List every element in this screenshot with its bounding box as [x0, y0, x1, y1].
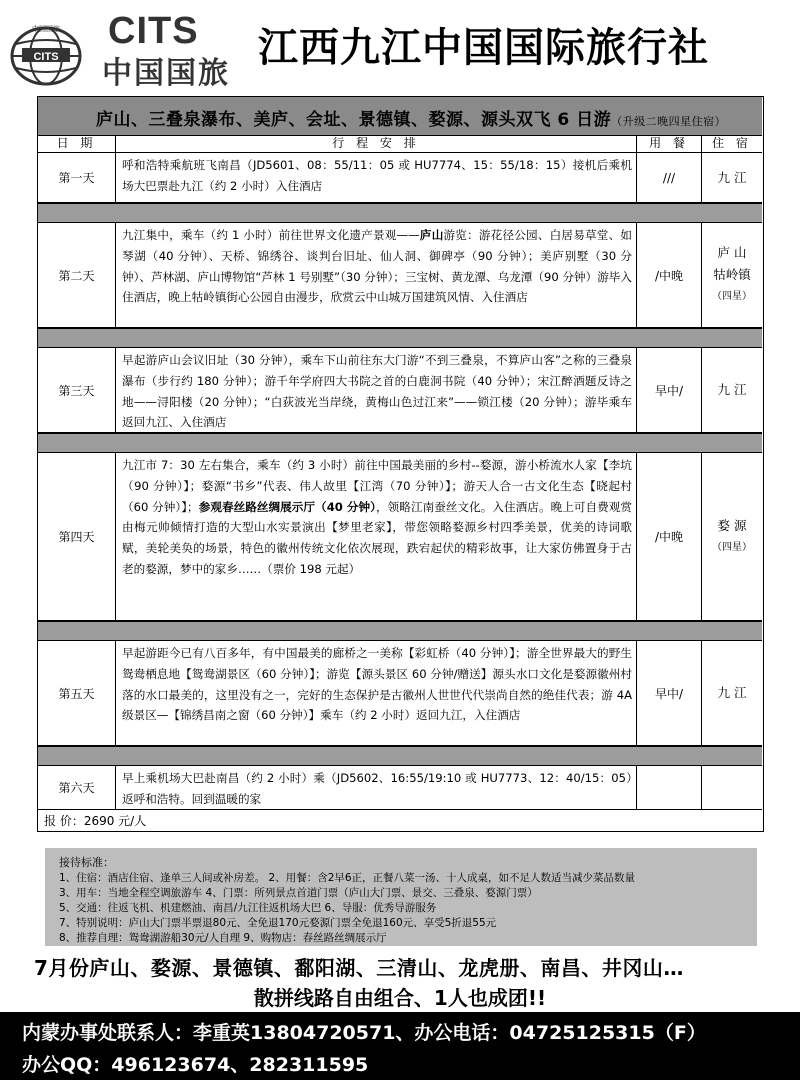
contact-person: 内蒙办事处联系人：李重英13804720571、办公电话：04725125315（F）: [22, 1022, 706, 1044]
day-plan: 呼和浩特乘航班飞南昌（JD5601、08：55/11：05 或 HU7774、15：55/18：15）接机后乘机场大巴票赴九江（约 2 小时）入住酒店: [116, 153, 637, 202]
row-separator: [38, 328, 762, 348]
day-meal: [637, 766, 702, 809]
standards-line: 8、推荐自理：鸳鸯湖游船30元/人自理 9、购物店：春丝路丝绸展示厅: [59, 932, 387, 944]
table-row: [38, 348, 762, 433]
col-header-meal: 用 餐: [637, 135, 702, 152]
day-meal: 早中/: [637, 641, 702, 745]
stay-star: （四星）: [712, 541, 752, 553]
stay-city: 九 江: [717, 685, 747, 700]
day-label: 第四天: [38, 453, 116, 620]
row-separator: [38, 746, 762, 766]
day-plan: 早起游距今已有八百多年，有中国最美的廊桥之一美称【彩虹桥（40 分钟）】；游全世界最大的野生鸳鸯栖息地【鸳鸯湖景区（60 分钟）】；游览【源头景区 60 分钟/赠送】源头水口文化是婺源徽州村落的水口最美的，这里没有之一，完好的生态保护是古徽州人世世代代崇尚自然的绝佳代表；游 4A 级景区—【锦绣昌南之窗（60 分钟）】乘车（约 2 小时）返回九江，入住酒店: [116, 641, 637, 745]
day-plan: 早起游庐山会议旧址（30 分钟），乘车下山前往东大门游“不到三叠泉，不算庐山客”之称的三叠泉瀑布（步行约 180 分钟）；游千年学府四大书院之首的白鹿洞书院（40 分钟）；宋江醉酒题反诗之地——浔阳楼（20 分钟）；“白荻波光当岸绕，黄梅山色过江来”——锁江楼（20 分钟）；游毕乘车返回九江、入住酒店: [116, 348, 637, 432]
promo-slogan: 散拼线路自由组合、1人也成团!!: [253, 986, 547, 1010]
day-stay: [702, 453, 762, 620]
highlight-lushan: 庐山: [419, 228, 444, 242]
stay-city: 九 江: [717, 382, 747, 397]
promo-destinations: 7月份庐山、婺源、景德镇、鄱阳湖、三清山、龙虎册、南昌、井冈山…: [34, 956, 684, 980]
itinerary-title-bar: [38, 97, 762, 136]
table-row: [38, 641, 762, 746]
table-row: [38, 223, 762, 328]
itinerary-title: 庐山、三叠泉瀑布、美庐、会址、景德镇、婺源、源头双飞 6 日游（升级二晚四星住宿）: [96, 110, 727, 130]
itinerary-table: [37, 96, 764, 832]
stay-city: 九 江: [717, 169, 747, 185]
stay-city: 婺 源: [717, 517, 747, 533]
day-label: 第三天: [38, 348, 116, 432]
cits-logo: [4, 6, 239, 91]
contact-bar: [0, 1012, 800, 1080]
header: [0, 0, 800, 90]
contact-qq: 办公QQ：496123674、282311595: [22, 1054, 369, 1076]
agency-name: 江西九江中国国际旅行社: [258, 25, 709, 71]
stay-town: 牯岭镇: [713, 267, 751, 282]
standards-line: 7、特别说明：庐山大门票半票退80元、全免退170元婺源门票全免退160元、享受5折退55元: [59, 917, 497, 929]
highlight-silk-hall: 参观春丝路丝绸展示厅（40 分钟）: [198, 499, 377, 514]
stay-city: 庐 山: [717, 245, 747, 260]
day-plan: 九江集中，乘车（约 1 小时）前往世界文化遗产景观——庐山游览：游花径公园、白居易草堂、如琴湖（40 分钟）、天桥、锦绣谷、谈判台旧址、仙人洞、御碑亭（90 分钟）；美庐别墅（30 分钟）、芦林湖、庐山博物馆“芦林 1 号别墅”（30 分钟）；三宝树、黄龙潭、乌龙潭（90 分钟）游毕入住酒店，晚上牯岭镇街心公园自由漫步，欣赏云中山城万国建筑风情、入住酒店: [116, 223, 637, 327]
day-label: 第一天: [38, 153, 116, 202]
day-meal: 早中/: [637, 348, 702, 432]
logo-chinese: 中国国旅: [102, 56, 230, 91]
day-meal: /中晚: [637, 223, 702, 327]
row-separator: [38, 621, 762, 641]
standards-line: 1、住宿：酒店住宿、逢单三人间或补房差。 2、用餐：含2早6正，正餐八菜一汤、十人成桌，如不足人数适当减少菜品数量: [59, 872, 636, 884]
day-stay: [702, 348, 762, 432]
globe-icon: [8, 20, 88, 86]
standards-line: 5、交通：往返飞机、机建燃油、南昌/九江往返机场大巴 6、导服：优秀导游服务: [59, 902, 437, 914]
day-label: 第六天: [38, 766, 116, 809]
day-label: 第二天: [38, 223, 116, 327]
col-header-stay: 住 宿: [712, 136, 752, 150]
table-row: [38, 453, 762, 621]
row-separator: [38, 433, 762, 453]
table-header-row: [38, 135, 762, 153]
stay-star: （四星）: [712, 291, 752, 302]
day-plan: 早上乘机场大巴赴南昌（约 2 小时）乘（JD5602、16:55/19:10 或 HU7773、12：40/15：05）返呼和浩特。回到温暖的家: [116, 766, 637, 809]
table-row: [38, 153, 762, 203]
price-row: 报 价：2690 元/人: [38, 809, 762, 831]
service-standards: [45, 848, 757, 946]
day-stay: [702, 641, 762, 745]
row-separator: [38, 203, 762, 223]
col-header-day: 日 期: [38, 135, 116, 152]
col-header-plan: 行 程 安 排: [116, 135, 637, 152]
logo-ring-text: 中国国旅: [32, 25, 60, 33]
logo-english: CITS: [108, 10, 199, 52]
day-meal: /中晚: [637, 453, 702, 620]
day-label: 第五天: [38, 641, 116, 745]
day-meal: ///: [637, 153, 702, 202]
day-plan: 九江市 7：30 左右集合，乘车（约 3 小时）前往中国最美丽的乡村--婺源，游小桥流水人家【李坑（90 分钟）】；婺源“书乡”代表、伟人故里【江湾（70 分钟）】；游天人合一古文化生态【晓起村（60 分钟）】；参观春丝路丝绸展示厅（40 分钟），领略江南蚕丝文化。入住酒店。晚上可自费观赏由梅元帅倾情打造的大型山水实景演出【梦里老家】，带您领略婺源乡村四季美景，优美的诗词歌赋，美轮美奂的场景，特色的徽州传统文化依次展现，跌宕起伏的精彩故事，让大家仿佛置身于古老的婺源，梦中的家乡……（票价 198 元起）: [116, 453, 637, 620]
svg-text:CITS: CITS: [33, 51, 59, 63]
day-stay: [702, 223, 762, 327]
day-stay: [702, 153, 762, 202]
standards-title: 接待标准：: [59, 856, 114, 869]
itinerary-title-note: （升级二晚四星住宿）: [611, 115, 727, 128]
standards-line: 3、用车：当地全程空调旅游车 4、门票：所列景点首道门票（庐山大门票、景交、三叠泉、婺源门票）: [59, 887, 538, 899]
day-stay: [702, 766, 762, 809]
table-row: [38, 766, 762, 809]
